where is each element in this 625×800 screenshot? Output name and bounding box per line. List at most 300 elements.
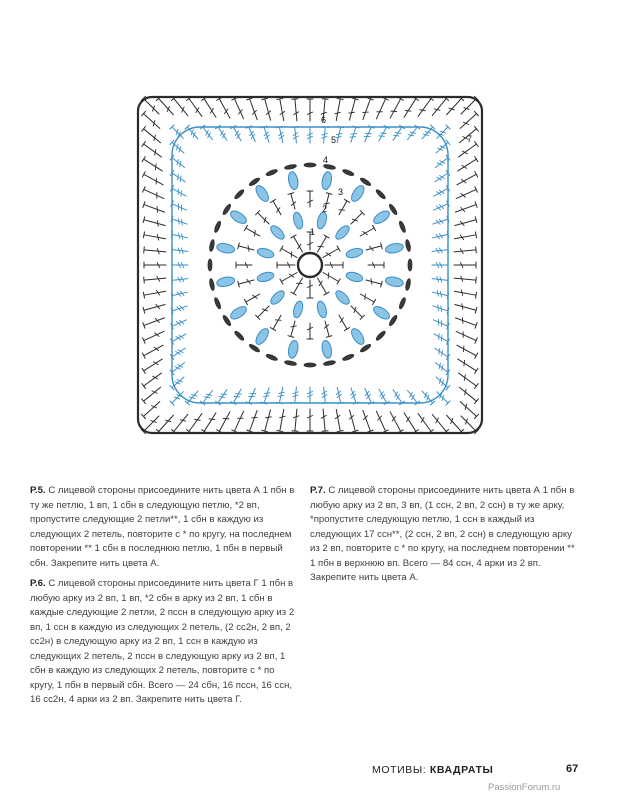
chain-oval <box>398 220 406 233</box>
puff-cluster <box>372 304 392 321</box>
stitch-top <box>270 199 275 202</box>
puff-cluster <box>256 271 275 284</box>
section-name: КВАДРАТЫ <box>429 764 494 776</box>
stitch-mark <box>250 410 258 431</box>
stitch-mark <box>265 99 271 120</box>
chain-oval <box>234 330 245 341</box>
stitch-bar <box>178 233 179 239</box>
stitch-bar <box>179 218 180 224</box>
stitch-mark <box>318 236 327 252</box>
stitch-bar <box>367 394 371 398</box>
stitch-mark <box>234 99 243 119</box>
stitch-bar <box>408 135 414 136</box>
chain-oval <box>323 360 336 366</box>
stitch-bar <box>255 230 256 236</box>
stitch-top <box>143 292 144 298</box>
stitch-bar <box>239 110 243 114</box>
stitch-bar <box>191 130 193 135</box>
stitch-bar <box>178 174 179 180</box>
stitch-mark <box>379 127 387 141</box>
stitch-mark <box>172 234 188 237</box>
stitch-bar <box>291 326 297 327</box>
stitch-top <box>475 384 479 389</box>
puff-cluster <box>216 242 235 254</box>
stitch-top <box>142 384 146 389</box>
stitch-bar <box>440 291 441 297</box>
stitch-bar <box>462 304 463 310</box>
stitch-bar <box>395 133 401 134</box>
round-label-6: 6 <box>321 115 327 125</box>
chain-oval <box>208 259 212 271</box>
stitch-mark <box>350 410 356 431</box>
stitch-mark <box>455 318 476 326</box>
stitch-mark <box>437 392 448 403</box>
stitch-bar <box>461 194 465 198</box>
round-5-text: С лицевой стороны присоедините нить цвета А 1 пбн в ту же петлю, 1 вп, 1 сбн в следующую петлю, *2 вп, пропустите следующие 2 петли**, 1 сбн в каждую из следующих 2 петель, повторите с * по кругу, на последнем повторении ** 1 сбн в последнюю петлю, 1 пбн в первый сбн. Закрепите нить цвета А. <box>30 485 295 569</box>
stitch-top <box>475 157 478 162</box>
stitch-mark <box>204 99 216 118</box>
stitch-mark <box>295 409 297 431</box>
stitch-bar <box>464 360 465 366</box>
stitch-top <box>337 279 340 284</box>
stitch-mark <box>144 291 166 295</box>
stitch-mark <box>351 388 356 403</box>
round-6-title: Р.6. <box>30 578 46 589</box>
stitch-mark <box>233 389 241 403</box>
stitch-mark <box>295 387 297 403</box>
stitch-mark <box>363 99 371 120</box>
chain-oval <box>213 220 221 233</box>
stitch-top <box>337 246 340 251</box>
stitch-top <box>373 299 376 304</box>
stitch-top <box>322 403 328 404</box>
stitch-mark <box>458 359 477 371</box>
stitch-bar <box>442 365 443 371</box>
stitch-top <box>337 430 343 431</box>
stitch-top <box>322 431 328 432</box>
blue-square-outline <box>172 127 448 403</box>
stitch-mark <box>337 127 340 143</box>
chain-oval <box>398 297 406 310</box>
stitch-mark <box>336 99 340 121</box>
puff-cluster <box>345 247 364 260</box>
stitch-bar <box>175 382 180 384</box>
round-label-3: 3 <box>338 187 344 197</box>
stitch-mark <box>432 99 446 116</box>
stitch-mark <box>390 412 401 431</box>
stitch-mark <box>459 373 477 386</box>
stitch-mark <box>264 127 269 142</box>
stitch-mark <box>433 320 448 326</box>
stitch-mark <box>365 127 371 142</box>
stitch-mark <box>144 345 163 356</box>
stitch-bar <box>441 306 442 312</box>
stitch-top <box>142 157 145 162</box>
stitch-mark <box>351 306 362 317</box>
stitch-mark <box>459 387 476 401</box>
stitch-top <box>277 98 283 99</box>
stitch-mark <box>447 415 462 431</box>
stitch-mark <box>434 334 448 342</box>
stitch-bar <box>425 393 427 398</box>
stitch-mark <box>324 127 326 143</box>
stitch-top <box>292 99 298 100</box>
stitch-bar <box>155 164 156 170</box>
stitch-mark <box>455 220 476 226</box>
puff-cluster <box>321 171 333 190</box>
crochet-chart-diagram <box>125 85 495 440</box>
puff-cluster <box>345 271 364 284</box>
puff-cluster <box>292 211 305 230</box>
stitch-mark <box>455 305 476 311</box>
round-5-paragraph <box>30 484 295 571</box>
chain-oval <box>234 189 245 200</box>
stitch-mark <box>433 219 448 224</box>
stitch-bar <box>167 106 169 111</box>
stitch-mark <box>437 127 448 138</box>
stitch-mark <box>325 321 329 336</box>
stitch-bar <box>250 131 254 135</box>
stitch-mark <box>279 387 282 403</box>
chain-oval <box>375 189 386 200</box>
stitch-mark <box>249 388 255 403</box>
stitch-bar <box>195 419 201 420</box>
stitch-mark <box>351 213 362 224</box>
stitch-mark <box>460 402 476 417</box>
stitch-mark <box>360 294 374 302</box>
chain-oval <box>408 259 412 271</box>
stitch-bar <box>180 176 181 182</box>
stitch-mark <box>144 159 163 171</box>
stitch-mark <box>323 273 339 282</box>
stitch-mark <box>144 305 165 311</box>
stitch-bar <box>204 397 210 398</box>
stitch-mark <box>291 321 295 336</box>
stitch-bar <box>291 251 292 257</box>
stitch-top <box>448 277 449 283</box>
stitch-bar <box>439 363 440 369</box>
stitch-mark <box>376 99 385 119</box>
stitch-bar <box>206 394 212 395</box>
stitch-top <box>476 277 477 283</box>
puff-cluster <box>334 289 352 307</box>
stitch-bar <box>438 148 443 150</box>
stitch-bar <box>296 283 302 284</box>
stitch-top <box>292 403 298 404</box>
stitch-bar <box>451 418 453 423</box>
puff-cluster <box>292 300 305 319</box>
stitch-mark <box>454 235 476 239</box>
stitch-mark <box>172 392 183 403</box>
stitch-bar <box>209 419 215 420</box>
stitch-mark <box>143 114 159 129</box>
stitch-bar <box>351 134 357 135</box>
stitch-bar <box>371 279 372 285</box>
stitch-mark <box>234 411 243 431</box>
puff-cluster <box>385 242 404 254</box>
stitch-mark <box>351 127 356 142</box>
chain-oval <box>209 278 215 291</box>
chain-oval <box>375 330 386 341</box>
stitch-mark <box>219 412 230 431</box>
stitch-bar <box>279 392 285 393</box>
stitch-bar <box>336 137 342 138</box>
stitch-top <box>324 292 329 295</box>
stitch-mark <box>366 280 381 284</box>
stitch-mark <box>144 174 163 185</box>
stitch-bar <box>365 294 366 300</box>
stitch-mark <box>447 98 462 114</box>
stitch-mark <box>249 127 255 142</box>
stitch-bar <box>436 206 440 210</box>
stitch-bar <box>251 134 255 138</box>
chain-oval <box>284 360 297 366</box>
stitch-mark <box>323 409 325 431</box>
stitch-bar <box>182 219 183 225</box>
stitch-bar <box>365 391 369 395</box>
stitch-mark <box>350 99 356 120</box>
stitch-mark <box>172 320 187 326</box>
stitch-mark <box>189 414 202 432</box>
round-label-7: 7 <box>467 134 473 144</box>
round-label-2: 2 <box>322 204 328 214</box>
stitch-bar <box>437 291 438 297</box>
stitch-top <box>373 225 376 230</box>
stitch-bar <box>177 159 178 165</box>
stitch-top <box>244 299 247 304</box>
stitch-bar <box>318 246 324 247</box>
stitch-bar <box>182 234 183 240</box>
chain-oval <box>304 363 316 367</box>
stitch-mark <box>172 377 184 388</box>
puff-cluster <box>334 223 352 241</box>
section-prefix: МОТИВЫ: <box>372 764 430 776</box>
puff-cluster <box>385 276 404 288</box>
stitch-top <box>144 247 145 253</box>
round-7-title: Р.7. <box>310 485 326 496</box>
stitch-mark <box>365 388 371 403</box>
stitch-mark <box>174 99 188 116</box>
stitch-top <box>322 99 328 100</box>
stitch-mark <box>172 306 187 311</box>
stitch-mark <box>436 377 448 388</box>
stitch-bar <box>439 205 443 209</box>
round-7-text: С лицевой стороны присоедините нить цвета А 1 пбн в любую арку из 2 вп, 3 вп, (1 ссн, 2 вп, 2 ссн) в ту же арку, *пропустите следующую петлю, 1 ссн в каждый из следующих 17 ссн**, (2 ссн, 2 вп, 2 ссн) в следующую арку из 2 вп, повторите с * по кругу, на последнем повторении ** 1 пбн в верхнюю вп. Всего — 84 ссн, 4 арки из 2 вп. Закрепите нить цвета А. <box>310 485 575 583</box>
stitch-mark <box>159 98 174 114</box>
stitch-mark <box>172 188 186 196</box>
stitch-bar <box>427 395 429 400</box>
outer-square-outline <box>138 97 482 433</box>
stitch-top <box>277 430 283 431</box>
stitch-mark <box>144 129 161 143</box>
chain-oval <box>342 168 355 176</box>
stitch-bar <box>440 146 445 148</box>
stitch-bar <box>179 320 183 324</box>
chain-oval <box>209 239 215 252</box>
stitch-mark <box>159 415 174 431</box>
puff-cluster <box>349 327 366 347</box>
stitch-mark <box>144 189 164 198</box>
stitch-top <box>144 277 145 283</box>
stitch-mark <box>418 99 431 117</box>
stitch-bar <box>350 137 356 138</box>
puff-cluster <box>349 184 366 204</box>
stitch-bar <box>278 395 284 396</box>
stitch-mark <box>280 99 284 121</box>
stitch-mark <box>454 250 476 252</box>
page-number: 67 <box>566 763 579 775</box>
puff-cluster <box>321 340 333 359</box>
instructions-left-column <box>30 484 295 714</box>
stitch-mark <box>460 114 476 129</box>
stitch-mark <box>422 391 433 403</box>
chain-oval <box>342 353 355 361</box>
stitch-top <box>172 277 173 283</box>
stitch-mark <box>189 99 202 117</box>
stitch-mark <box>144 205 165 213</box>
chain-oval <box>284 164 297 170</box>
stitch-top <box>291 292 296 295</box>
stitch-mark <box>280 409 284 431</box>
stitch-top <box>476 247 477 253</box>
stitch-top <box>475 368 478 373</box>
stitch-top <box>143 232 144 238</box>
stitch-bar <box>155 150 156 156</box>
stitch-bar <box>177 380 182 382</box>
stitch-top <box>291 235 296 238</box>
stitch-mark <box>295 99 297 121</box>
stitch-mark <box>144 359 163 371</box>
stitch-mark <box>187 127 198 139</box>
stitch-mark <box>363 410 371 431</box>
stitch-mark <box>432 292 448 295</box>
stitch-mark <box>144 331 164 340</box>
stitch-bar <box>349 112 355 113</box>
stitch-bar <box>219 397 225 398</box>
stitch-top <box>448 247 449 253</box>
center-ring <box>298 253 322 277</box>
stitch-bar <box>336 133 342 134</box>
stitch-mark <box>144 318 165 326</box>
stitch-mark <box>457 174 476 185</box>
stitch-bar <box>264 393 270 394</box>
chain-oval <box>265 353 278 361</box>
round-6-text: С лицевой стороны присоедините нить цвета Г 1 пбн в любую арку из 2 вп, 1 вп, *2 сбн в арку из 2 вп, 1 сбн в каждые следующие 2 петли, 2 пссн в следующую арку из 2 вп, 1 ссн в каждую из следующих 2 петель, (2 сс2н, 2 вп, 2 сс2н) в следующую арку из 2 вп, 1 ссн в каждую из следующих 2 петель, 2 пссн в следующую арку из 2 вп, 1 сбн в каждую из следующих 2 петель, повторите с * по кругу, 1 пбн в первый сбн. Всего — 24 сбн, 16 пссн, 16 ссн, 16 сс2н, 4 арки из 2 вп. Закрепите нить цвета Г. <box>30 578 295 705</box>
stitch-bar <box>339 210 345 211</box>
puff-cluster <box>287 171 299 190</box>
puff-cluster <box>229 208 249 225</box>
stitch-top <box>292 127 298 128</box>
puff-cluster <box>253 184 270 204</box>
stitch-top <box>322 127 328 128</box>
stitch-top <box>475 232 476 238</box>
stitch-bar <box>221 394 227 395</box>
stitch-mark <box>422 127 433 139</box>
stitch-bar <box>151 406 156 408</box>
stitch-mark <box>433 306 448 311</box>
puff-cluster <box>372 208 392 225</box>
stitch-bar <box>439 348 440 354</box>
stitch-mark <box>376 411 385 431</box>
round-5-title: Р.5. <box>30 485 46 496</box>
round-label-5: 5 <box>331 135 337 145</box>
watermark: PassionForum.ru <box>488 782 561 793</box>
stitch-bar <box>405 110 411 111</box>
stitch-mark <box>144 144 162 157</box>
stitch-mark <box>404 413 416 432</box>
stitch-mark <box>250 99 258 120</box>
stitch-top <box>324 235 329 238</box>
stitch-bar <box>176 322 180 326</box>
stitch-mark <box>418 414 431 432</box>
stitch-mark <box>219 99 230 118</box>
stitch-bar <box>393 135 399 136</box>
round-6-paragraph <box>30 577 295 708</box>
stitch-bar <box>155 333 159 337</box>
stitch-mark <box>456 331 476 340</box>
puff-cluster <box>256 247 275 260</box>
stitch-bar <box>442 350 443 356</box>
stitch-mark <box>144 278 166 280</box>
stitch-bar <box>463 122 468 124</box>
stitch-top <box>280 246 283 251</box>
stitch-bar <box>180 161 181 167</box>
stitch-mark <box>144 235 166 239</box>
stitch-top <box>292 431 298 432</box>
stitch-mark <box>366 246 381 250</box>
stitch-mark <box>204 413 216 432</box>
chain-oval <box>405 239 411 252</box>
stitch-top <box>142 142 146 147</box>
puff-cluster <box>268 289 286 307</box>
stitch-mark <box>265 410 271 431</box>
stitch-top <box>280 279 283 284</box>
stitch-mark <box>291 194 295 209</box>
stitch-mark <box>339 201 347 215</box>
chain-oval <box>304 163 316 167</box>
puff-cluster <box>253 327 270 347</box>
stitch-mark <box>239 246 254 250</box>
stitch-mark <box>172 127 183 138</box>
stitch-bar <box>248 246 249 252</box>
stitch-mark <box>336 409 340 431</box>
stitch-mark <box>144 373 162 386</box>
stitch-bar <box>410 132 416 133</box>
puff-cluster <box>268 223 286 241</box>
chain-oval <box>265 168 278 176</box>
stitch-mark <box>294 278 303 294</box>
stitch-mark <box>258 306 269 317</box>
stitch-mark <box>432 414 446 431</box>
stitch-top <box>172 247 173 253</box>
stitch-bar <box>378 416 382 420</box>
stitch-bar <box>420 110 426 111</box>
stitch-mark <box>239 280 254 284</box>
stitch-mark <box>172 250 188 252</box>
stitch-mark <box>436 142 448 153</box>
stitch-bar <box>266 417 272 418</box>
stitch-bar <box>438 305 439 311</box>
puff-cluster <box>287 340 299 359</box>
stitch-mark <box>144 387 161 401</box>
stitch-mark <box>433 204 448 210</box>
stitch-mark <box>458 159 477 171</box>
chain-oval <box>405 278 411 291</box>
stitch-top <box>142 368 145 373</box>
instructions-right-column <box>310 484 575 592</box>
stitch-mark <box>432 279 448 281</box>
stitch-top <box>337 98 343 99</box>
